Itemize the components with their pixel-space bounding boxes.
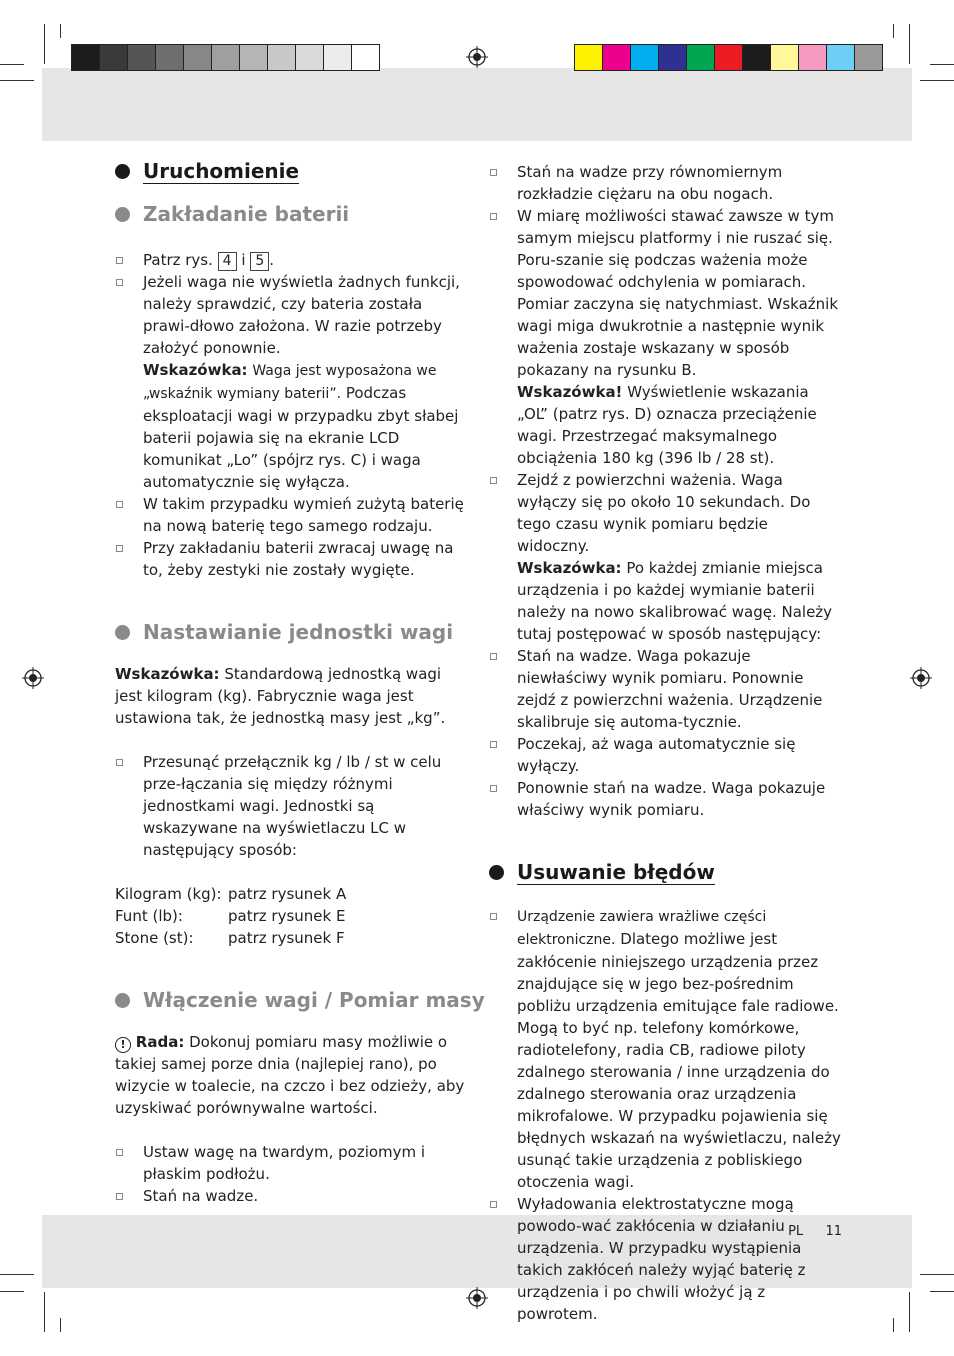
list-item: Poczekaj, aż waga automatycznie się wyłączy. (489, 733, 841, 777)
list-item: Patrz rys. 4 i 5 . (115, 249, 467, 271)
checkbox-square-icon (116, 501, 123, 508)
page-footer (788, 1224, 842, 1239)
gray-swatch (211, 44, 240, 71)
checkbox-square-icon (490, 169, 497, 176)
figure-ref: 5 (250, 252, 269, 271)
checkbox-square-icon (116, 1193, 123, 1200)
language-code: PL (788, 1224, 804, 1239)
color-swatch (630, 44, 659, 71)
color-swatch (574, 44, 603, 71)
bullet-dot-icon (489, 865, 504, 880)
color-swatch (686, 44, 715, 71)
crop-mark (60, 1318, 61, 1332)
color-swatch (602, 44, 631, 71)
bullet-dot-icon (115, 625, 130, 640)
list-item: Stań na wadze przy równomiernym rozkładzie ciężaru na obu nogach. (489, 161, 841, 205)
tip-paragraph: ! Rada: Dokonuj pomiaru masy możliwie o takiej samej porze dnia (najlepiej rano), po wizycie w toalecie, na czczo i bez odzieży, aby uzyskiwać porównywalne wartości. (115, 1033, 465, 1117)
page-number: 11 (825, 1224, 842, 1239)
gray-swatch (183, 44, 212, 71)
exclamation-icon: ! (115, 1037, 131, 1053)
checkbox-square-icon (490, 213, 497, 220)
checkbox-square-icon (116, 279, 123, 286)
bullet-dot-icon (115, 993, 130, 1008)
crop-mark (0, 1291, 24, 1292)
bullet-dot-icon (115, 207, 130, 222)
unit-table (115, 883, 467, 949)
list-item: Stań na wadze. (115, 1185, 467, 1207)
figure-ref: 4 (218, 252, 237, 271)
header-band (42, 68, 912, 141)
right-column (489, 161, 841, 1325)
crop-mark (0, 80, 34, 81)
color-swatch (742, 44, 771, 71)
registration-mark-icon (466, 46, 488, 68)
list-item: W miarę możliwości stawać zawsze w tym samym miejscu platformy i nie ruszać się. Poru-szanie się podczas ważenia może spowodować odchylenia w pomiarach. Pomiar zaczyna się natychmiast. Wskaźnik wagi miga dwukrotnie a następnie wynik ważenia zostaje wskazany w sposób pokazany na rysunku B. Wskazówka! Wyświetlenie wskazania „OL” (patrz rys. D) oznacza przeciążenie wagi. Przestrzegać maksymalnego obciążenia 180 kg (396 lb / 28 st). (489, 205, 841, 469)
gray-swatch (99, 44, 128, 71)
unit-table-key: Kilogram (kg): (115, 885, 222, 903)
registration-mark-icon (466, 1287, 488, 1309)
checkbox-square-icon (490, 477, 497, 484)
crop-mark (920, 80, 954, 81)
color-swatch (854, 44, 883, 71)
color-swatch (770, 44, 799, 71)
gray-swatch (155, 44, 184, 71)
crop-mark (0, 1274, 34, 1275)
list-item: Ponownie stań na wadze. Waga pokazuje właściwy wynik pomiaru. (489, 777, 841, 821)
unit-table-key: Funt (lb): (115, 907, 183, 925)
list-item: Przy zakładaniu baterii zwracaj uwagę na to, żeby zestyki nie zostały wygięte. (115, 537, 467, 581)
crop-mark (60, 24, 61, 38)
color-swatch (826, 44, 855, 71)
crop-mark (930, 1291, 954, 1292)
crop-mark (920, 1274, 954, 1275)
list-item: Zejdź z powierzchni ważenia. Waga wyłączy się po około 10 sekundach. Do tego czasu wynik pomiaru będzie widoczny. Wskazówka: Po każdej zmianie miejsca urządzenia i po każdej wymianie baterii należy na nowo skalibrować wagę. Należy tutaj postępować w sposób następujący: (489, 469, 841, 645)
color-swatch (714, 44, 743, 71)
gray-swatch (267, 44, 296, 71)
checkbox-square-icon (116, 257, 123, 264)
list-item: Jeżeli waga nie wyświetla żadnych funkcji, należy sprawdzić, czy bateria została prawi-dłowo założona. W razie potrzeby założyć ponownie. Wskazówka: Waga jest wyposażona we „wskaźnik wymiany baterii”. Podczas eksploatacji wagi w przypadku zbyt słabej baterii pojawia się na ekranie LCD komunikat „Lo” (spójrz rys. C) i waga automatycznie się wyłącza. (115, 271, 467, 493)
crop-mark (930, 64, 954, 65)
color-swatch (798, 44, 827, 71)
crop-mark (0, 64, 24, 65)
crop-mark (44, 24, 45, 64)
checkbox-square-icon (490, 913, 497, 920)
checkbox-square-icon (490, 741, 497, 748)
registration-mark-icon (22, 667, 44, 689)
checkbox-square-icon (490, 1201, 497, 1208)
gray-swatch (127, 44, 156, 71)
unit-table-value: patrz rysunek A (228, 885, 347, 903)
unit-table-key: Stone (st): (115, 929, 194, 947)
crop-mark (909, 1292, 910, 1332)
unit-table-value: patrz rysunek F (228, 929, 345, 947)
unit-note: Wskazówka: Standardową jednostką wagi jest kilogram (kg). Fabrycznie waga jest ustawiona tak, że jednostką masy jest „kg”. (115, 665, 446, 727)
registration-mark-icon (910, 667, 932, 689)
gray-swatch (295, 44, 324, 71)
list-item: Przesunąć przełącznik kg / lb / st w celu prze-łączania się między różnymi jednostkami wagi. Jednostki są wskazywane na wyświetlaczu LC w następujący sposób: (115, 751, 467, 861)
checkbox-square-icon (490, 653, 497, 660)
checkbox-square-icon (116, 759, 123, 766)
section-title-power-on: Włączenie wagi / Pomiar masy (115, 986, 467, 1014)
list-item: Ustaw wagę na twardym, poziomym i płaskim podłożu. (115, 1141, 467, 1185)
checkbox-square-icon (116, 1149, 123, 1156)
left-column (115, 157, 485, 1207)
gray-swatch (351, 44, 380, 71)
crop-mark (893, 1318, 894, 1332)
list-item: Stań na wadze. Waga pokazuje niewłaściwy wynik pomiaru. Ponownie zejdź z powierzchni ważenia. Urządzenie skalibruje się automa-tycznie. (489, 645, 841, 733)
section-title-unit: Nastawianie jednostki wagi (115, 618, 467, 646)
list-item: Wyładowania elektrostatyczne mogą powodo-wać zakłócenia w działaniu urządzenia. W przypadku wystąpienia takich zakłóceń należy wyjąć baterię z urządzenia i po chwili włożyć ją z powrotem. (489, 1193, 841, 1325)
list-item: Urządzenie zawiera wrażliwe części elektroniczne. Dlatego możliwe jest zakłócenie niniejszego urządzenia przez znajdujące się w jego bez-pośrednim pobliżu urządzenia emitujące fale radiowe. Mogą to być np. telefony komórkowe, radiotelefony, radia CB, radiowe piloty zdalnego sterowania / inne urządzenia do zdalnego sterowania oraz urządzenia mikrofalowe. W przypadku pojawienia się błędnych wskazań na wyświetlaczu, należy usunąć takie urządzenia z pobliskiego otoczenia wagi. (489, 905, 841, 1193)
gray-swatch (239, 44, 268, 71)
gray-swatch (323, 44, 352, 71)
crop-mark (44, 1292, 45, 1332)
bullet-dot-icon (115, 164, 130, 179)
list-item: W takim przypadku wymień zużytą baterię na nową baterię tego samego rodzaju. (115, 493, 467, 537)
gray-swatch (71, 44, 100, 71)
color-swatch (658, 44, 687, 71)
unit-table-value: patrz rysunek E (228, 907, 346, 925)
crop-mark (893, 24, 894, 38)
section-title-start: Uruchomienie (115, 157, 467, 185)
section-title-errors: Usuwanie błędów (489, 858, 841, 886)
section-title-battery: Zakładanie baterii (115, 200, 467, 228)
checkbox-square-icon (116, 545, 123, 552)
crop-mark (909, 24, 910, 64)
checkbox-square-icon (490, 785, 497, 792)
